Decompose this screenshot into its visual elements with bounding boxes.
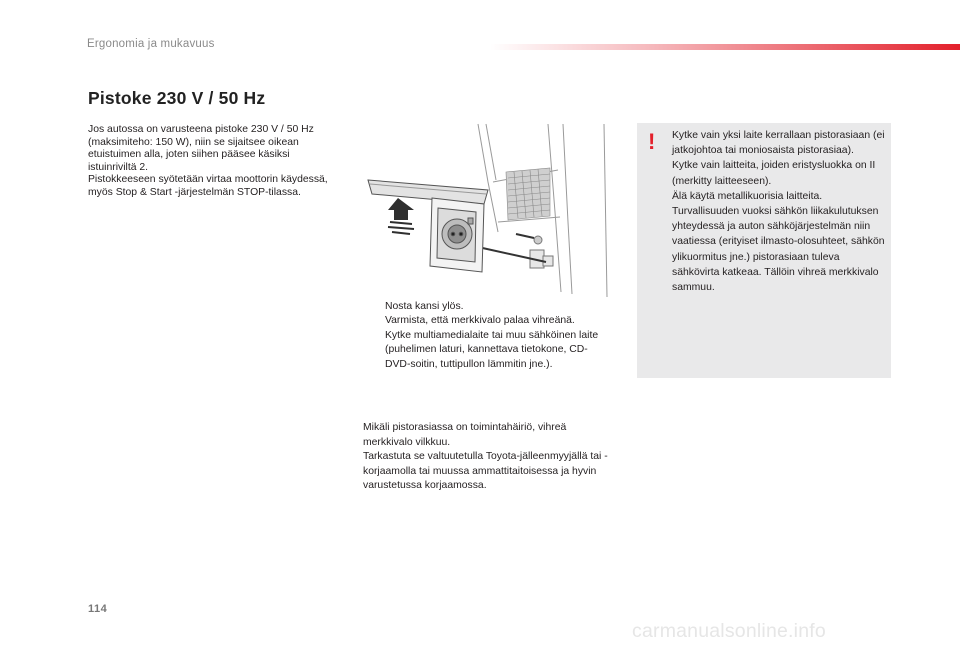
- step-item: [363, 300, 613, 314]
- step-text: Kytke multiamedialaite tai muu sähköinen laite (puhelimen laturi, kannettava tietokone, CD-DVD-soitin, tuttipullon lämmitin jne.).: [385, 329, 599, 370]
- step-list: [363, 300, 613, 372]
- page-number: 114: [88, 603, 108, 615]
- warning-icon: !: [648, 129, 656, 154]
- step-item: [363, 329, 613, 372]
- intro-paragraph: Jos autossa on varusteena pistoke 230 V / 50 Hz (maksimiteho: 150 W), niin se sijaitsee oikean etuistuimen alla, joten siihen pääsee käsiksi istuinriviltä 2. Pistokkeeseen syötetään virtaa moottorin käydessä, myös Stop & Start -järjestelmän STOP-tilassa.: [88, 124, 328, 198]
- malfunction-paragraph: Mikäli pistorasiassa on toimintahäiriö, vihreä merkkivalo vilkkuu. Tarkastuta se valtuutetulla Toyota-jälleenmyyjällä tai -korjaamolla tai muussa ammattitaitoisessa ja hyvin varustetussa korjaamossa.: [363, 422, 608, 491]
- lift-arrow-icon: [388, 198, 414, 234]
- step-text: Varmista, että merkkivalo palaa vihreänä.: [385, 315, 575, 327]
- step-item: [363, 314, 613, 328]
- socket-illustration: [358, 122, 613, 297]
- socket-cover: [368, 180, 488, 204]
- seat-bracket: [530, 236, 553, 268]
- watermark: carmanualsonline.info: [632, 620, 826, 642]
- header-accent-bar: [490, 44, 960, 50]
- section-header: Ergonomia ja mukavuus: [87, 38, 215, 50]
- warning-text: Kytke vain yksi laite kerrallaan pistorasiaan (ei jatkojohtoa tai moniosaista pistorasiaa). Kytke vain laitteita, joiden eristysluokka on II (merkitty laitteeseen). Älä käytä metallikuorisia laitteita. Turvallisuuden vuoksi sähkön liikakulutuksen yhteydessä ja auton sähköjärjestelmän niin vaatiessa (erityiset ilmasto-olosuhteet, sähkön ylikuormitus jne.) pistorasiaan tuleva sähkövirta katkeaa. Tällöin vihreä merkkivalo sammuu.: [672, 130, 885, 294]
- socket-panel: [430, 198, 484, 272]
- vent-grille: [506, 168, 550, 220]
- step-text: Nosta kansi ylös.: [385, 301, 464, 312]
- page-title: Pistoke 230 V / 50 Hz: [88, 87, 266, 108]
